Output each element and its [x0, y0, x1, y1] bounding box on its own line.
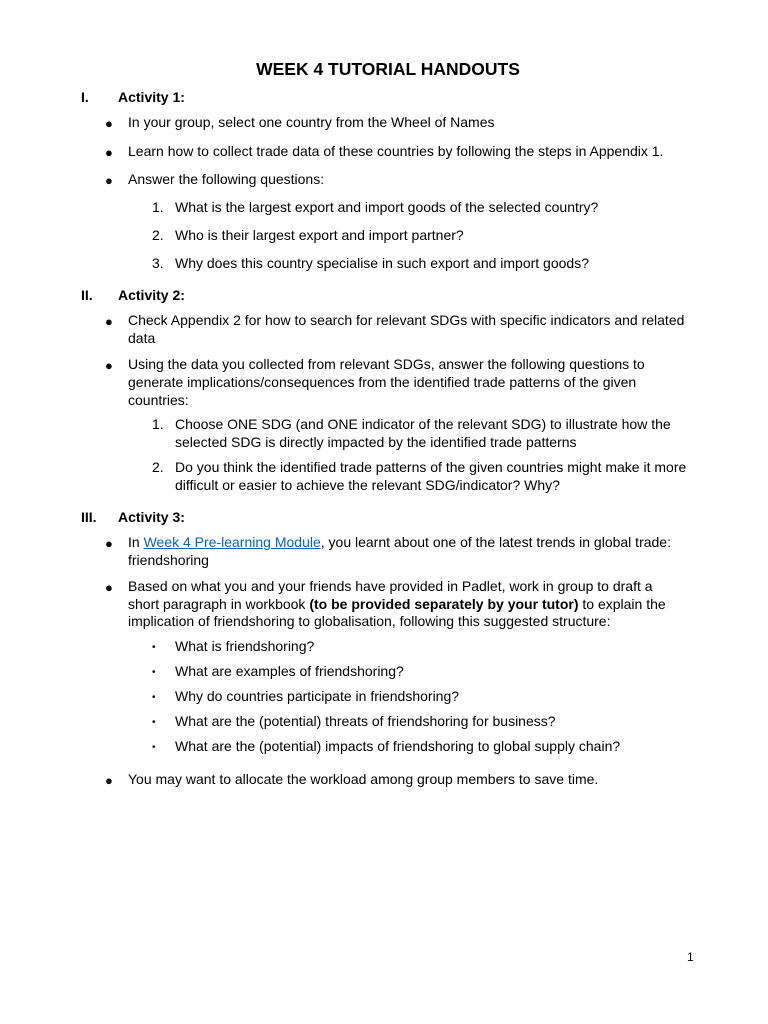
question-text: Why does this country specialise in such export and import goods?: [175, 255, 589, 271]
question-text-line: difficult or easier to achieve the relevant SDG/indicator? Why?: [175, 477, 560, 493]
sub-bullet-icon: •: [152, 667, 156, 678]
section-3-number: III.: [81, 509, 97, 525]
question-number: 2.: [152, 459, 164, 475]
bullet-icon: ●: [105, 145, 113, 160]
list-item: You may want to allocate the workload among group members to save time.: [128, 771, 599, 787]
list-item-line: countries:: [128, 392, 189, 408]
sub-bullet-icon: •: [152, 692, 156, 703]
section-1-number: I.: [81, 89, 89, 105]
sub-bullet-icon: •: [152, 717, 156, 728]
list-item: Learn how to collect trade data of these countries by following the steps in Appendix 1.: [128, 143, 664, 159]
question-number: 2.: [152, 227, 164, 243]
question-text: Who is their largest export and import partner?: [175, 227, 464, 243]
list-item-line: implication of friendshoring to globalisation, following this suggested structure:: [128, 613, 611, 629]
sub-bullet-icon: •: [152, 642, 156, 653]
question-text-line: Do you think the identified trade patterns of the given countries might make it more: [175, 459, 687, 475]
sub-bullet-icon: •: [152, 742, 156, 753]
page-title: WEEK 4 TUTORIAL HANDOUTS: [256, 59, 520, 79]
list-item: In your group, select one country from the Wheel of Names: [128, 114, 495, 130]
structure-item: What is friendshoring?: [175, 638, 315, 654]
question-number: 3.: [152, 255, 164, 271]
bullet-icon: ●: [105, 358, 113, 373]
structure-item: What are the (potential) threats of friendshoring for business?: [175, 713, 556, 729]
section-2-title: Activity 2:: [118, 287, 185, 303]
week4-prelearning-link[interactable]: Week 4 Pre-learning Module: [143, 534, 321, 550]
section-2-number: II.: [81, 287, 93, 303]
list-item-line: friendshoring: [128, 552, 209, 568]
section-1-title: Activity 1:: [118, 89, 185, 105]
question-number: 1.: [152, 199, 164, 215]
structure-item: Why do countries participate in friendshoring?: [175, 688, 460, 704]
list-item-line: Using the data you collected from relevant SDGs, answer the following questions to: [128, 356, 645, 372]
section-3-title: Activity 3:: [118, 509, 185, 525]
bullet-icon: ●: [105, 116, 113, 131]
question-text-line: selected SDG is directly impacted by the identified trade patterns: [175, 434, 577, 450]
question-number: 1.: [152, 416, 164, 432]
question-text: What is the largest export and import goods of the selected country?: [175, 199, 599, 215]
list-item: Answer the following questions:: [128, 171, 325, 187]
bullet-icon: ●: [105, 773, 113, 788]
bullet-icon: ●: [105, 173, 113, 188]
list-item-line: Check Appendix 2 for how to search for relevant SDGs with specific indicators and related: [128, 312, 685, 328]
structure-item: What are the (potential) impacts of friendshoring to global supply chain?: [175, 738, 621, 754]
list-item-line: Based on what you and your friends have provided in Padlet, work in group to draft a: [128, 578, 653, 594]
question-text-line: Choose ONE SDG (and ONE indicator of the relevant SDG) to illustrate how the: [175, 416, 671, 432]
bullet-icon: ●: [105, 314, 113, 329]
page-number: 1: [687, 950, 694, 964]
list-item-line: data: [128, 330, 156, 346]
list-item-line: generate implications/consequences from the identified trade patterns of the given: [128, 374, 637, 390]
structure-item: What are examples of friendshoring?: [175, 663, 404, 679]
emphasis-text: (to be provided separately by your tutor): [309, 596, 579, 612]
list-item-line: short paragraph in workbook (to be provided separately by your tutor) to explain the: [128, 596, 666, 612]
list-item-line: In Week 4 Pre-learning Module, you learnt about one of the latest trends in global trade:: [128, 534, 671, 550]
bullet-icon: ●: [105, 536, 113, 551]
bullet-icon: ●: [105, 580, 113, 595]
